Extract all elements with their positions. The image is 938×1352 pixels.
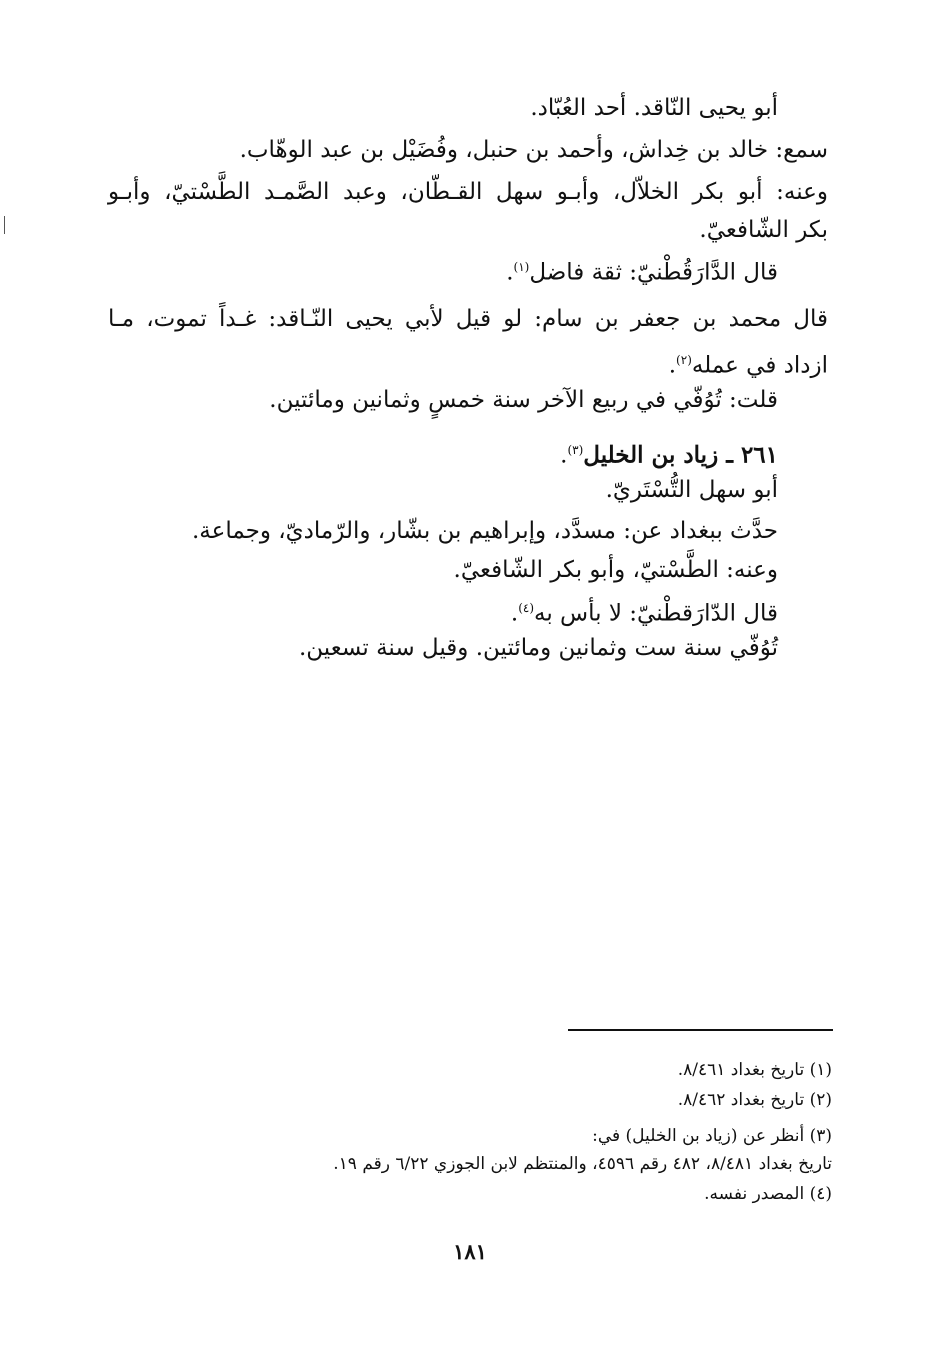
footnote-2: (٢) تاريخ بغداد ٨/٤٦٢.: [677, 1090, 832, 1110]
entry-261-line-4: [511, 592, 778, 630]
footnote-ref-1: (١): [513, 260, 530, 274]
footnote-ref-3: (٣): [567, 443, 584, 457]
entry-260-line-7-text: ازداد في عمله: [691, 352, 828, 379]
entry-260-line-5: [506, 251, 778, 289]
entry-260-line-3: وعنه: أبو بكر الخلاّل، وأبـو سهل القـطّان، وعبد الصَّمـد الطَّسْتيّ، وأبـو: [108, 179, 828, 205]
entry-260-line-7-end: .: [668, 352, 677, 379]
entry-261-heading-text: ٢٦١ ـ زياد بن الخليل: [583, 441, 778, 469]
entry-260-line-1: أبو يحيى النّاقد. أحد العُبّاد.: [530, 95, 778, 121]
entry-261-heading: [560, 434, 778, 472]
footnote-ref-2: (٢): [676, 353, 692, 367]
entry-261-line-1: أبو سهل التُّسْتَريّ.: [605, 477, 778, 503]
entry-261-line-4-text: قال الدّارَقطْنيّ: لا بأس به: [534, 600, 778, 627]
entry-261-line-4-end: .: [510, 600, 519, 627]
entry-260-line-5-end: .: [506, 259, 514, 286]
footnote-4: (٤) المصدر نفسه.: [704, 1184, 832, 1204]
entry-260-line-7: [669, 344, 828, 382]
entry-260-line-4: بكر الشّافعيّ.: [699, 217, 828, 243]
entry-260-line-5-text: قال الدَّارَقُطْنيّ: ثقة فاضل: [529, 259, 778, 286]
entry-261-line-2: حدَّث ببغداد عن: مسدَّد، وإبراهيم بن بشّار، والرّماديّ، وجماعة.: [191, 518, 778, 544]
footnote-ref-4: (٤): [518, 601, 535, 615]
entry-261-line-3: وعنه: الطَّسْتيّ، وأبو بكر الشّافعيّ.: [453, 557, 778, 583]
page-number: ١٨١: [453, 1239, 487, 1264]
footnote-3-continuation: تاريخ بغداد ٨/٤٨١، ٤٨٢ رقم ٤٥٩٦، والمنتظم لابن الجوزي ٦/٢٢ رقم ١٩.: [333, 1154, 832, 1174]
entry-260-line-8: قلت: تُوُفّي في ربيع الآخر سنة خمسٍ وثمانين ومائتين.: [269, 387, 778, 413]
footnote-3: (٣) أنظر عن (زياد بن الخليل) في:: [592, 1126, 832, 1146]
margin-mark: [4, 216, 5, 234]
entry-261-line-5: تُوُفّي سنة ست وثمانين ومائتين. وقيل سنة تسعين.: [298, 635, 778, 661]
entry-260-line-2: سمع: خالد بن خِداش، وأحمد بن حنبل، وفُضَيْل بن عبد الوهّاب.: [239, 137, 828, 163]
footnote-1: (١) تاريخ بغداد ٨/٤٦١.: [677, 1060, 832, 1080]
entry-261-heading-end: .: [560, 442, 568, 469]
footnote-separator: [568, 1029, 833, 1031]
entry-260-line-6: قال محمد بن جعفر بن سام: لو قيل لأبي يحيى النّـاقد: غـداً تموت، مـا: [108, 306, 828, 332]
